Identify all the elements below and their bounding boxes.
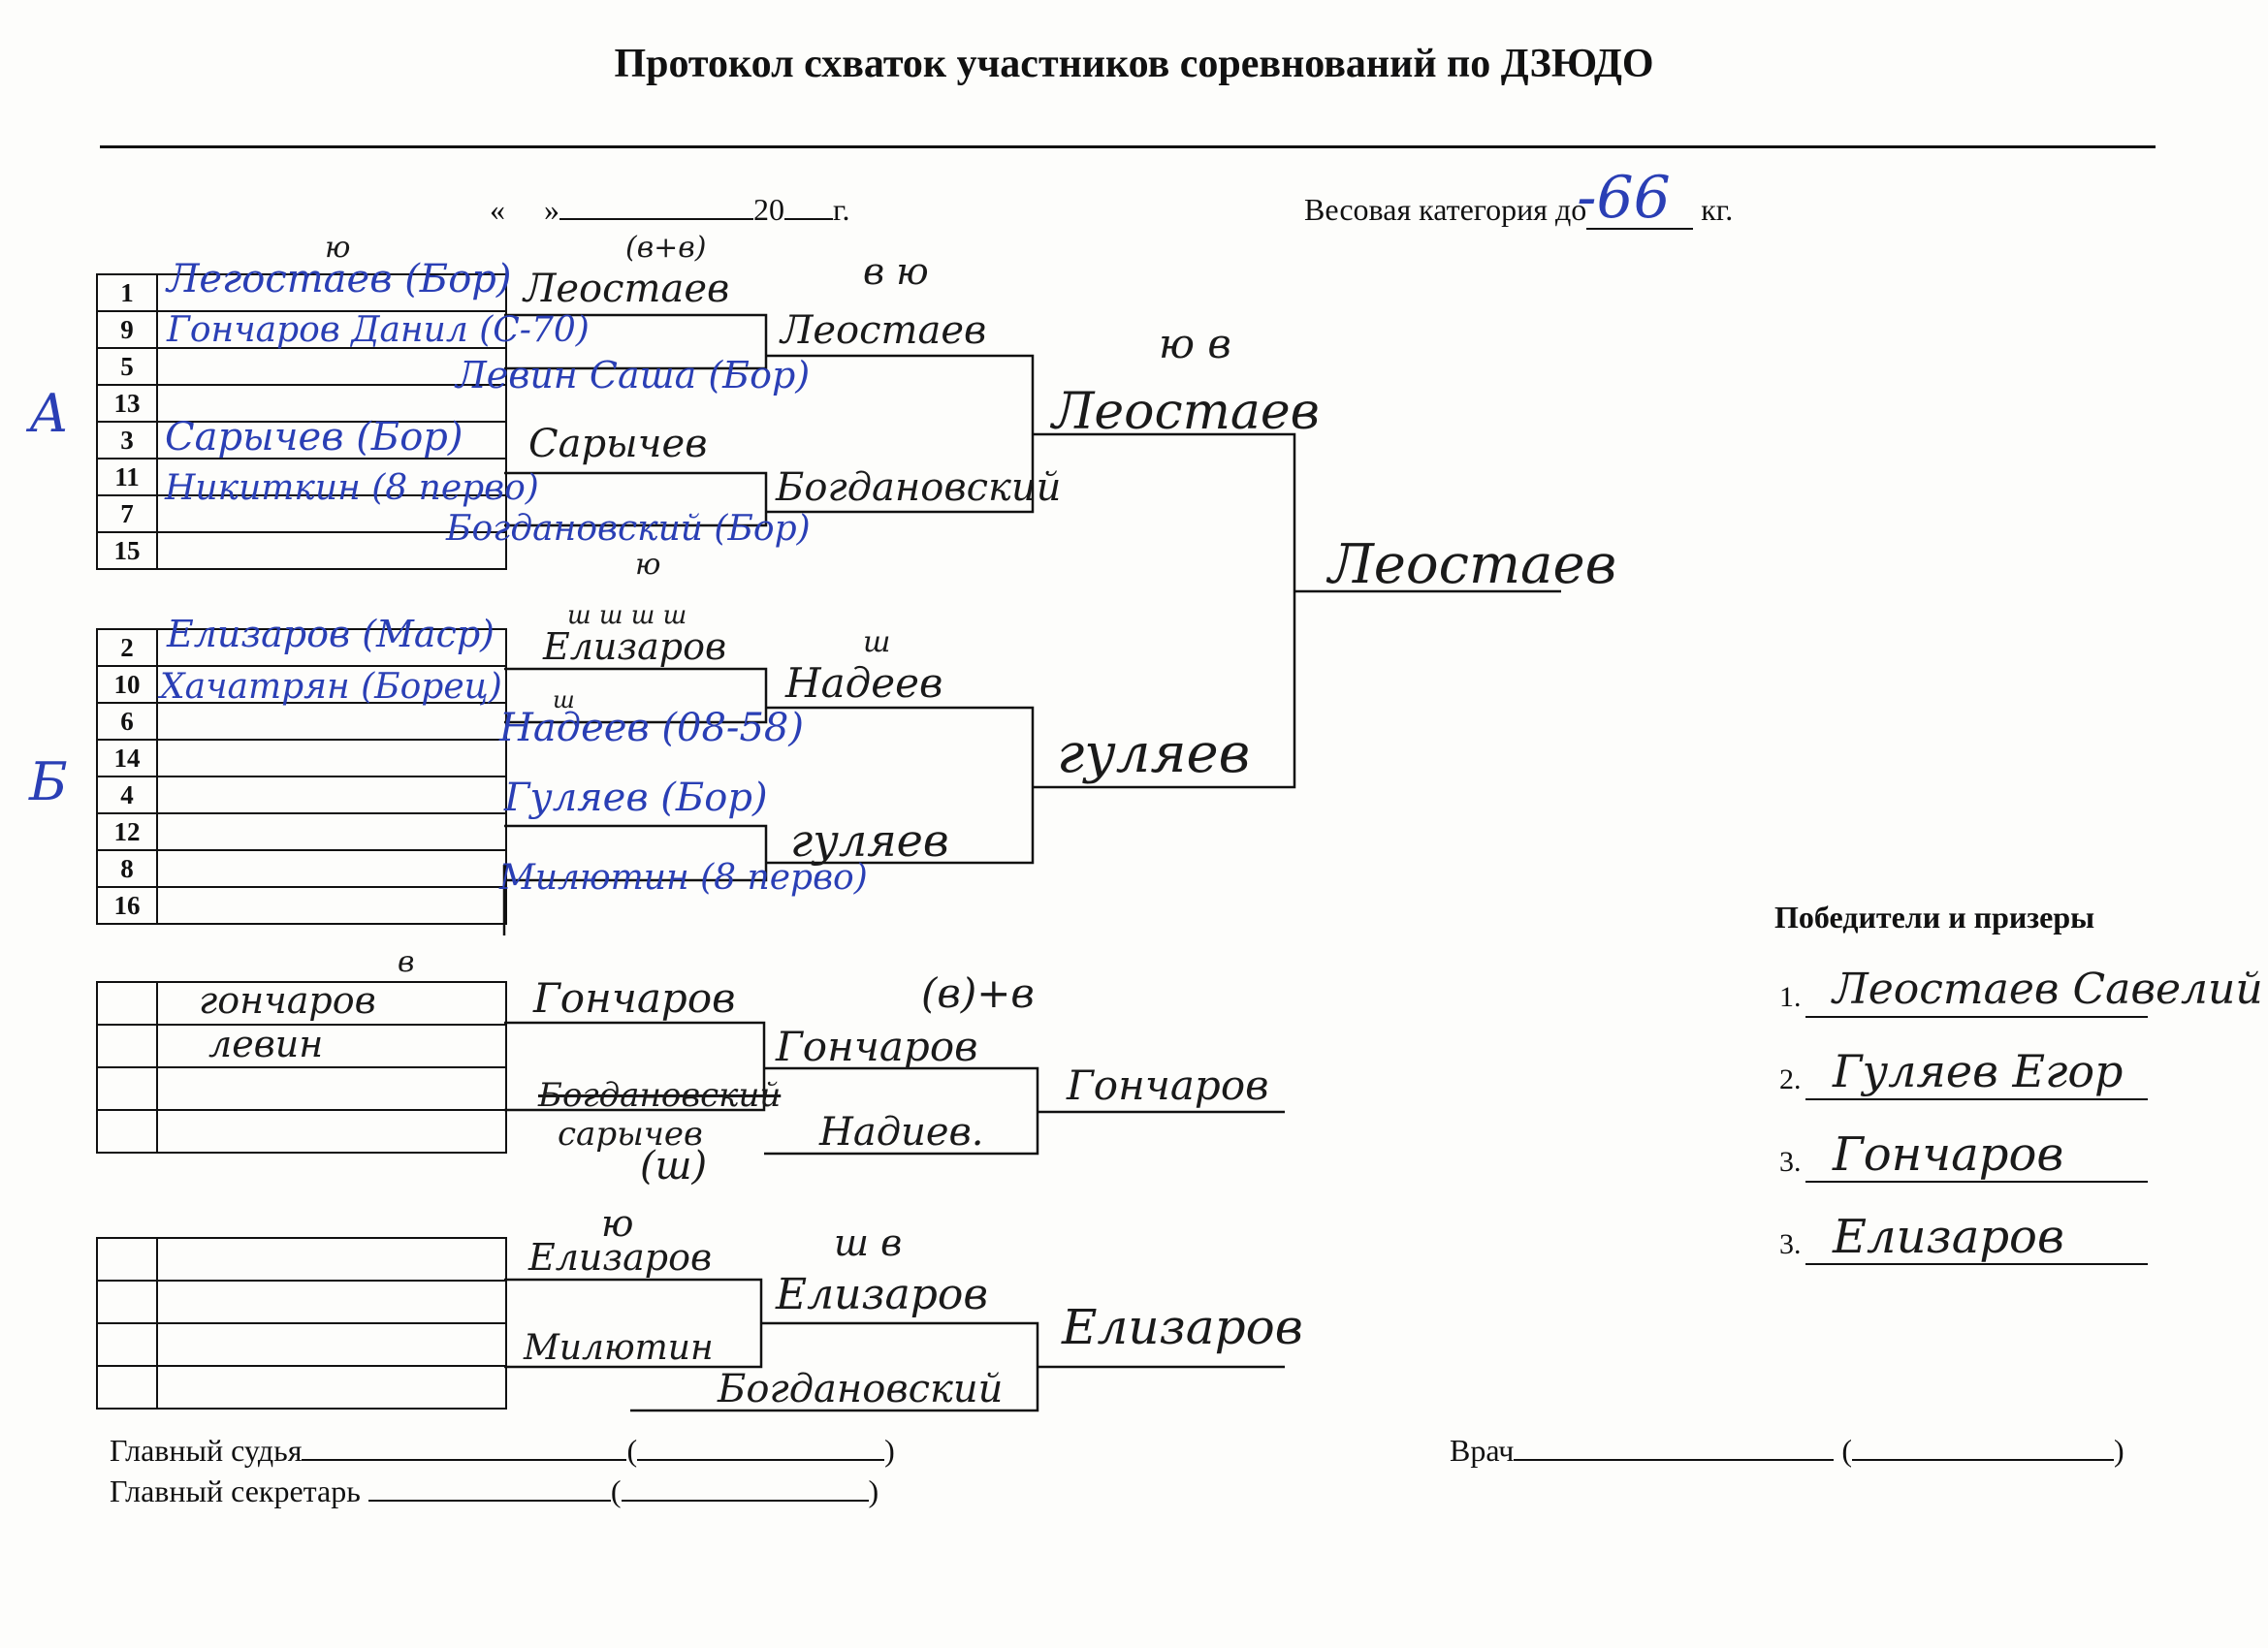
seed-number: 13 — [97, 385, 157, 422]
paren-open: ( — [610, 1474, 622, 1508]
pool-b-r1-entry-3: Гуляев (Бор) — [504, 776, 768, 820]
paren-open: ( — [626, 1433, 638, 1468]
seed-number: 4 — [97, 776, 157, 813]
overall-winner: Леостаев — [1328, 533, 1617, 596]
seed-number: 1 — [97, 274, 157, 311]
winner-name-1: Леостаев Савелий — [1833, 965, 2263, 1014]
weight-value: -66 — [1577, 164, 1671, 232]
page-title: Протокол схваток участников соревнований по ДЗЮДО — [614, 42, 1654, 86]
rep1-r1-entry: сарычев — [558, 1115, 703, 1154]
winners-title: Победители и призеры — [1774, 900, 2095, 935]
seed-number: 12 — [97, 813, 157, 850]
rep2-winner: Елизаров — [1062, 1299, 1303, 1355]
doctor-label: Врач — [1450, 1433, 1515, 1468]
winner-name-2: Гуляев Егор — [1833, 1045, 2124, 1097]
pool-b-r2-winner-2: гуляев — [790, 814, 949, 867]
pool-b-entry-1: Елизаров (Маср) — [167, 613, 495, 655]
rep1-entry-1: гончаров — [199, 979, 376, 1022]
seed-number: 16 — [97, 887, 157, 924]
rep2-r1-entry: Милютин — [524, 1328, 714, 1368]
mark-seed-a: ю — [325, 231, 351, 265]
mark-r1-b: ш ш ш ш — [567, 601, 687, 630]
pool-a-entry-6: Никиткин (8 перво) — [165, 468, 539, 508]
pool-a-entry-2: Гончаров Данил (С-70) — [167, 310, 590, 350]
mark-r2-b: ш — [863, 625, 891, 659]
rep1-r1-crossed: Богдановский — [538, 1076, 782, 1115]
pool-a-r1-entry-2: Левин Саша (Бор) — [456, 354, 811, 396]
weight-label: Весовая категория до — [1304, 192, 1587, 227]
chief-secretary-row — [110, 1474, 878, 1509]
paren-open: ( — [1841, 1433, 1853, 1468]
place-number: 2. — [1779, 1063, 1802, 1095]
winner-row-3 — [1779, 1146, 1802, 1179]
rep2-r1-winner: Елизаров — [528, 1236, 713, 1279]
mark-r1-a: (в+в) — [625, 231, 707, 265]
winner-name-4: Елизаров — [1833, 1210, 2064, 1264]
pool-b-r1-winner-1: Елизаров — [543, 625, 727, 668]
pool-b-r2-winner-1: Надеев — [785, 659, 943, 707]
seed-number: 11 — [97, 459, 157, 495]
pool-a-r1-winner-1: Леостаев — [524, 267, 730, 311]
seed-number: 7 — [97, 495, 157, 532]
rep2-r2-entry: Богдановский — [718, 1367, 1004, 1411]
pool-a-r1-winner-3: Сарычев — [528, 422, 708, 466]
chief-judge-label: Главный судья — [110, 1433, 303, 1468]
pool-b-r1-entry-4: Милютин (8 перво) — [499, 858, 868, 898]
winner-row-1 — [1779, 981, 1802, 1014]
rep1-r1-winner: Гончаров — [533, 974, 736, 1022]
winner-line-1 — [1805, 1016, 2148, 1018]
rep1-r2-entry: Надиев. — [819, 1110, 984, 1155]
pool-a-final: Леостаев — [1052, 383, 1320, 441]
winner-line-2 — [1805, 1098, 2148, 1100]
winner-name-3: Гончаров — [1833, 1127, 2064, 1182]
seed-number: 10 — [97, 666, 157, 703]
pool-b-r1-entry-2: Надеев (08-58) — [499, 706, 804, 750]
pool-a-r1-entry-4: Богдановский (Бор) — [446, 509, 811, 549]
seed-number: 8 — [97, 850, 157, 887]
pool-a-entry-1: Легостаев (Бор) — [167, 257, 512, 301]
date-open-quote: « — [490, 192, 505, 227]
rep1-winner: Гончаров — [1067, 1062, 1269, 1109]
rep1-mark-bottom: (ш) — [640, 1144, 708, 1188]
seed-number: 15 — [97, 532, 157, 569]
weight-unit: кг. — [1701, 192, 1734, 227]
rep2-mark-top: ю — [601, 1202, 634, 1245]
rep1-mark-mid: (в)+в — [921, 969, 1035, 1017]
pool-b-entry-2: Хачатрян (Борец) — [160, 667, 502, 707]
pool-a-label: А — [29, 383, 69, 444]
chief-secretary-label: Главный секретарь — [110, 1474, 361, 1508]
pool-a-entry-5: Сарычев (Бор) — [165, 415, 463, 460]
place-number: 1. — [1779, 981, 1802, 1013]
seed-number: 2 — [97, 629, 157, 666]
pool-b-final: гуляев — [1057, 722, 1251, 785]
seed-number: 5 — [97, 348, 157, 385]
pool-a-r2-winner-1: Леостаев — [781, 308, 987, 353]
chief-judge-row — [110, 1433, 895, 1469]
rep1-entry-2: левин — [208, 1023, 324, 1065]
year-suffix: г. — [833, 192, 850, 227]
doctor-row — [1450, 1433, 2124, 1469]
seed-number: 14 — [97, 740, 157, 776]
rep2-mark-mid: ш в — [834, 1221, 903, 1264]
paren-close: ) — [2114, 1433, 2124, 1468]
pool-b-label: Б — [29, 751, 68, 812]
paren-close: ) — [868, 1474, 879, 1508]
winner-row-4 — [1779, 1228, 1802, 1261]
mark-r1-a-mid: ю — [635, 548, 661, 582]
rep2-r2-winner: Елизаров — [776, 1270, 988, 1319]
winner-row-2 — [1779, 1063, 1802, 1096]
seed-number: 3 — [97, 422, 157, 459]
place-number: 3. — [1779, 1146, 1802, 1178]
year-prefix: 20 — [753, 192, 784, 227]
paren-close: ) — [884, 1433, 895, 1468]
date-close-quote: » — [544, 192, 559, 227]
rep1-mark-top: в — [398, 945, 415, 979]
rep1-r2-winner: Гончаров — [776, 1023, 978, 1070]
mark-r1-b-small: ш — [553, 686, 575, 713]
seed-number: 9 — [97, 311, 157, 348]
pool-a-r2-winner-2: Богдановский — [776, 465, 1062, 510]
place-number: 3. — [1779, 1228, 1802, 1260]
seed-number: 6 — [97, 703, 157, 740]
mark-r2-a: в ю — [863, 250, 929, 293]
mark-r3-a: ю в — [1159, 320, 1231, 367]
